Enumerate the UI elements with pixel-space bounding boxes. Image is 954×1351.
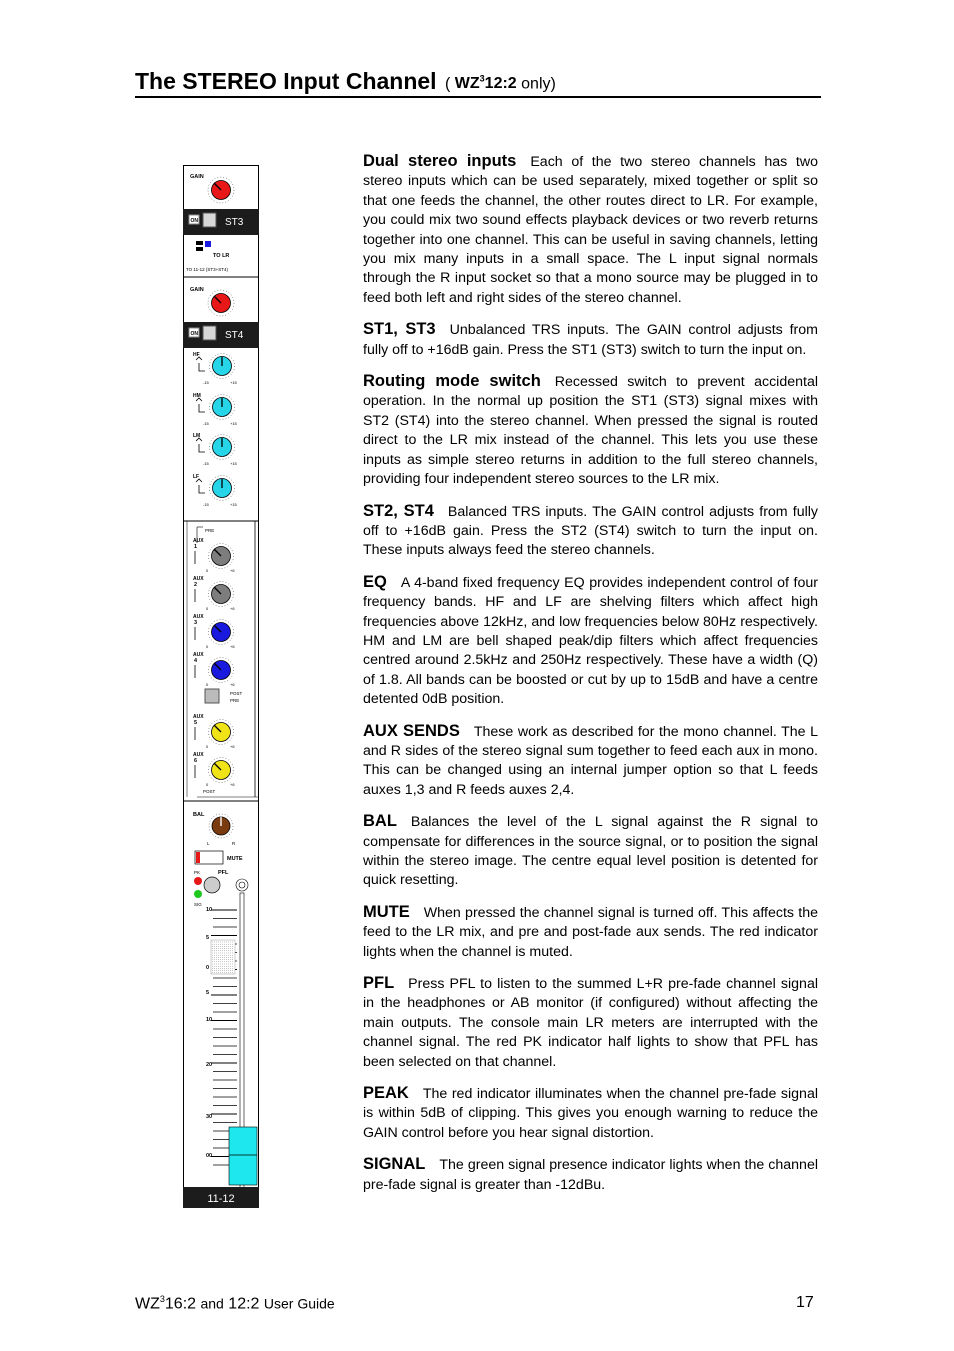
st-input-switch-2[interactable] [203,326,216,340]
on-label-2: ON [190,331,198,337]
fader-texture [211,940,235,974]
aux-max-label: +6 [230,682,235,687]
aux-min-label: 0 [206,782,209,787]
section-text: The green signal presence indicator lights when the channel pre-fade signal is greater than -12dBu. [363,1157,818,1193]
model-note [445,74,556,93]
eq-max-label: +15 [230,502,237,507]
bal-label: BAL [193,812,205,818]
aux-label: AUX [193,538,204,544]
aux-label: AUX [193,752,204,758]
pk-label: PK [194,870,201,875]
eq-max-label: +15 [230,461,237,466]
section-paragraph [363,502,818,561]
section-paragraph [363,722,818,801]
to-lr-label: TO LR [213,253,230,259]
page-title: The STEREO Input Channel [135,68,437,94]
aux-number: 3 [194,620,198,626]
aux-max-label: +6 [230,568,235,573]
peak-led [194,877,202,885]
st2-label: ST4 [225,330,244,341]
section-heading: Routing mode switch [363,372,541,391]
section-heading: SIGNAL [363,1155,426,1174]
pre-label-switch: PRE [230,698,240,703]
aux-number: 4 [194,658,198,664]
aux-max-label: +6 [230,744,235,749]
aux-label: AUX [193,714,204,720]
aux-number: 2 [194,582,198,588]
eq-min-label: -15 [203,421,209,426]
section-heading: PEAK [363,1084,409,1103]
eq-band-label: LM [193,433,201,439]
aux-max-label: +6 [230,782,235,787]
section-text: The red indicator illuminates when the channel pre-fade signal is within 5dB of clipping. This gives you enough warning to reduce the GAIN control before you hear signal distortion. [363,1086,818,1141]
section-text: When pressed the channel signal is turned off. This affects the feed to the LR mix, and pre and post-fade aux sends. The red indicator lights when the channel is muted. [363,904,818,960]
section-text: A 4-band fixed frequency EQ provides independent control of four frequency bands. HF and LF are shelving filters which affect high frequencies above 12kHz, and low frequencies below 80Hz respectively. HM and LM are bell shaped peak/dip filters which affect frequencies centred around 2.5kHz and 250Hz respectively. These have a width (Q) of 1.8. All bands can be boosted or cut by up to 15dB and have a centre detented 0dB position. [363,574,818,708]
section-heading: EQ [363,572,387,591]
routing-switch[interactable] [205,241,211,247]
model-suffix: 12:2 [484,75,517,93]
section-heading: ST2, ST4 [363,501,434,520]
model-prefix: WZ [454,75,480,93]
aux-label: AUX [193,576,204,582]
sig-label: SIG [194,902,202,907]
section-paragraph [363,1084,818,1143]
fader-scale-label: 00 [206,1153,213,1159]
aux-min-label: 0 [206,682,209,687]
description-column [363,152,818,1207]
page-number: 17 [796,1294,814,1311]
footer-model-second: 12:2 [228,1295,260,1313]
aux-max-label: +6 [230,644,235,649]
st-input-switch-1[interactable] [203,213,216,227]
aux-max-label: +6 [230,606,235,611]
section-heading: ST1, ST3 [363,320,436,339]
eq-max-label: +15 [230,421,237,426]
section-heading: MUTE [363,902,410,921]
open-paren: ( [445,75,451,93]
post-label-bottom: POST [203,789,216,794]
section-paragraph [363,152,818,308]
footer-model-sup: 3 [159,1294,165,1304]
section-paragraph [363,812,818,891]
routing-switch-body [196,241,203,245]
footer-and: and [200,1295,224,1312]
pre-label: PRE [205,528,215,533]
section-heading: PFL [363,974,395,993]
mute-indicator [196,852,200,863]
gain-label-1: GAIN [190,174,204,180]
footer-guide: User Guide [263,1295,335,1312]
footer-model-main: 16:2 [164,1295,197,1313]
aux-min-label: 0 [206,568,209,573]
section-text: Press PFL to listen to the summed L+R pre-fade channel signal in the headphones or AB monitor (if configured) without affecting the main outputs. The console main LR meters are interrupted with the channel signal. The red PK indicator half lights to show that PFL has been selected on that channel. [363,976,818,1070]
only-text: only) [521,75,556,93]
eq-band-label: LF [193,474,200,480]
fader-scale-label: 10 [206,1017,213,1023]
eq-band-label: HM [193,393,201,399]
model-sup: 3 [479,74,485,84]
section-text: Balances the level of the L signal against the R signal to compensate for differences in the source signal, or to position the signal within the stereo image. The centre equal level position is detented for quick resetting. [363,814,818,889]
section-paragraph [363,1155,818,1195]
aux-label: AUX [193,614,204,620]
aux-number: 6 [194,758,198,764]
bal-r-label: R [232,841,236,846]
channel-name: 11-12 [207,1193,235,1205]
fader-scale-label: 0 [206,965,210,971]
page-header [135,64,821,98]
fader-scale-label: 5 [206,935,210,941]
strip-frame [184,166,259,1208]
section-text: Each of the two stereo channels has two stereo inputs which can be used separately, mixed together or split so that one feeds the channel, the other routes direct to LR. For example, you could mix two sound effects playback devices or two reverb returns together into one channel. This can be useful in saving channels, letting you mix many inputs in a small space. The L input signal normals through the R input socket so that a mono source may be plugged in to feed both left and right sides of the stereo channel. [363,154,818,306]
fader-scale-label: 5 [206,990,210,996]
section-text: Unbalanced TRS inputs. The GAIN control adjusts from fully off to +16dB gain. Press the ST1 (ST3) switch to turn the input on. [363,322,818,358]
gain-label-2: GAIN [190,287,204,293]
section-paragraph [363,903,818,962]
aux-number: 5 [194,720,198,726]
routing-switch-body-2 [196,247,203,251]
eq-min-label: -15 [203,461,209,466]
section-paragraph [363,573,818,710]
aux-min-label: 0 [206,744,209,749]
eq-min-label: -15 [203,502,209,507]
fader-scale-label: 20 [206,1062,213,1068]
eq-band-label: HF [193,352,200,358]
footer-title [135,1294,335,1313]
pfl-label: PFL [218,870,229,876]
on-label-1: ON [190,218,198,224]
section-paragraph [363,974,818,1072]
fader-scale-label: 10 [206,907,213,913]
section-heading: BAL [363,812,397,831]
section-paragraph [363,372,818,489]
aux-label: AUX [193,652,204,658]
aux-min-label: 0 [206,606,209,611]
section-heading: Dual stereo inputs [363,152,517,170]
section-text: These work as described for the mono channel. The L and R sides of the stereo signal sum together to feed each aux in mono. This can be changed using an internal jumper option so that L feeds auxes 1,3 and R feeds auxes 2,4. [363,723,818,798]
post-label-switch: POST [230,691,243,696]
fader-cap[interactable] [229,1127,257,1185]
mute-label: MUTE [227,856,243,862]
fader-scale-label: 30 [206,1114,213,1120]
footer-model-prefix: WZ [135,1295,160,1313]
eq-max-label: +15 [230,380,237,385]
aux-number: 1 [194,544,198,550]
section-heading: AUX SENDS [363,721,460,740]
section-paragraph [363,320,818,360]
pfl-button[interactable] [204,877,220,893]
signal-led [194,890,202,898]
bal-l-label: L [207,841,210,846]
aux-min-label: 0 [206,644,209,649]
eq-min-label: -15 [203,380,209,385]
pre-post-switch[interactable] [205,689,219,703]
section-text: Recessed switch to prevent accidental operation. In the normal up position the ST1 (ST3) signal mixes with ST2 (ST4) into the stereo channel. When pressed the signal is routed direct to the LR mix instead of the channel. This lets you use these inputs as simple stereo returns in addition to the full stereo channels, providing four independent stereo sources to the LR mix. [363,374,818,488]
channel-strip-diagram [183,165,259,1208]
to-channel-label: TO 11-12 (ST3+ST4) [186,267,228,272]
section-text: Balanced TRS inputs. The GAIN control adjusts from fully off to +16dB gain. Press the ST2 (ST4) switch to turn the input on. These inputs always feed the stereo channels. [363,503,818,559]
st1-label: ST3 [225,217,244,228]
